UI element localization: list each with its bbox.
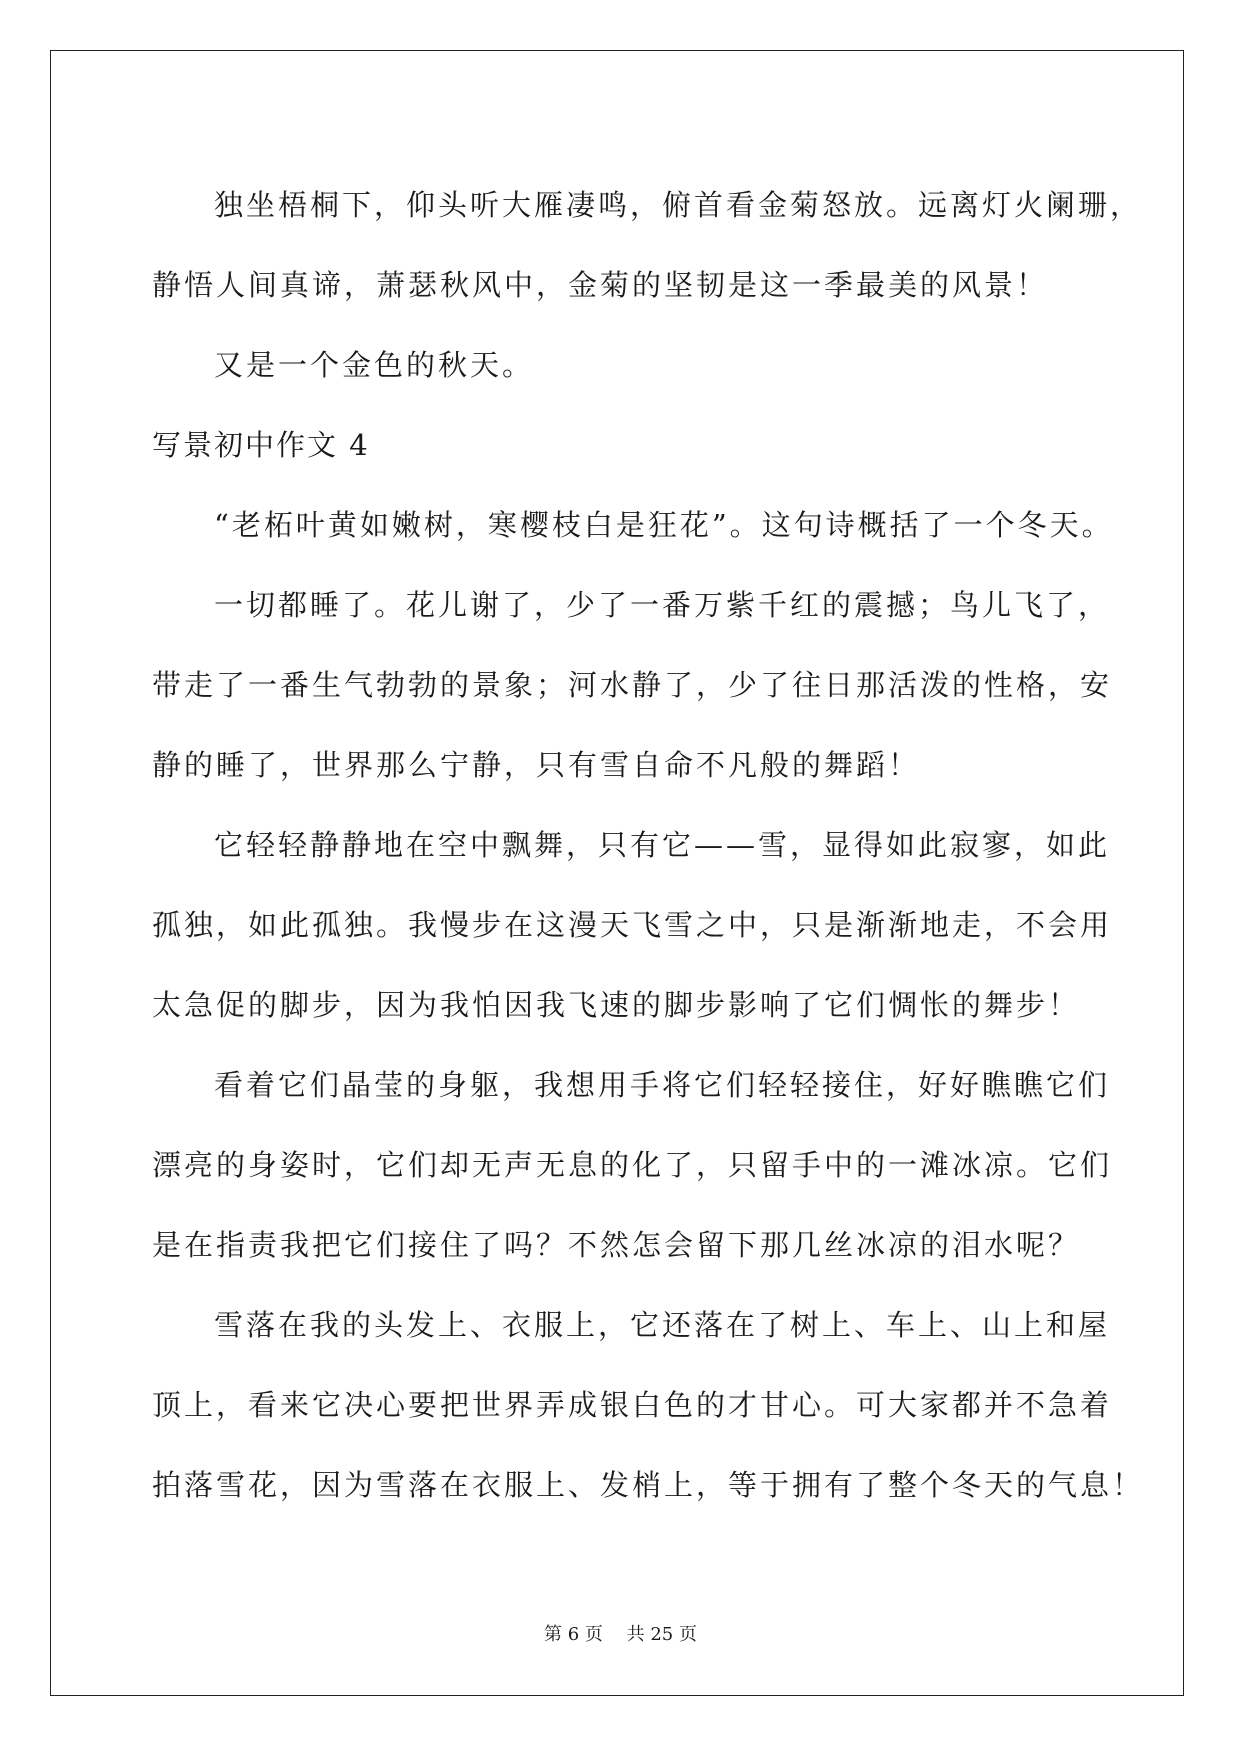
paragraph-line: 漂亮的身姿时，它们却无声无息的化了，只留手中的一滩冰凉。它们 (152, 1148, 1113, 1182)
paragraph-line: 它轻轻静静地在空中飘舞，只有它——雪，显得如此寂寥，如此 (214, 828, 1111, 862)
document-body (152, 165, 1145, 1525)
paragraph-line: 雪落在我的头发上、衣服上，它还落在了树上、车上、山上和屋 (214, 1308, 1111, 1342)
section-heading: 写景初中作文 4 (152, 428, 370, 462)
paragraph-line: 顶上，看来它决心要把世界弄成银白色的才甘心。可大家都并不急着 (152, 1388, 1113, 1422)
paragraph-line: 一切都睡了。花儿谢了，少了一番万紫千红的震撼；鸟儿飞了， (214, 588, 1111, 622)
paragraph-line: 又是一个金色的秋天。 (214, 348, 535, 382)
page-number-footer: 第 6 页 共 25 页 (544, 1624, 697, 1645)
paragraph-line: 静悟人间真谛，萧瑟秋风中，金菊的坚韧是这一季最美的风景！ (152, 268, 1049, 302)
paragraph-line: “老柘叶黄如嫩树，寒樱枝白是狂花”。这句诗概括了一个冬天。 (214, 508, 1114, 542)
paragraph-line: 看着它们晶莹的身躯，我想用手将它们轻轻接住，好好瞧瞧它们 (214, 1068, 1111, 1102)
paragraph-line: 独坐梧桐下，仰头听大雁凄鸣，俯首看金菊怒放。远离灯火阑珊， (214, 188, 1143, 222)
paragraph-line: 太急促的脚步，因为我怕因我飞速的脚步影响了它们惆怅的舞步！ (152, 988, 1081, 1022)
paragraph-line: 带走了一番生气勃勃的景象；河水静了，少了往日那活泼的性格，安 (152, 668, 1113, 702)
paragraph-line: 拍落雪花，因为雪落在衣服上、发梢上，等于拥有了整个冬天的气息！ (152, 1468, 1145, 1502)
paragraph-line: 孤独，如此孤独。我慢步在这漫天飞雪之中，只是渐渐地走，不会用 (152, 908, 1113, 942)
paragraph-line: 是在指责我把它们接住了吗？不然怎会留下那几丝冰凉的泪水呢？ (152, 1228, 1081, 1262)
paragraph-line: 静的睡了，世界那么宁静，只有雪自命不凡般的舞蹈！ (152, 748, 921, 782)
